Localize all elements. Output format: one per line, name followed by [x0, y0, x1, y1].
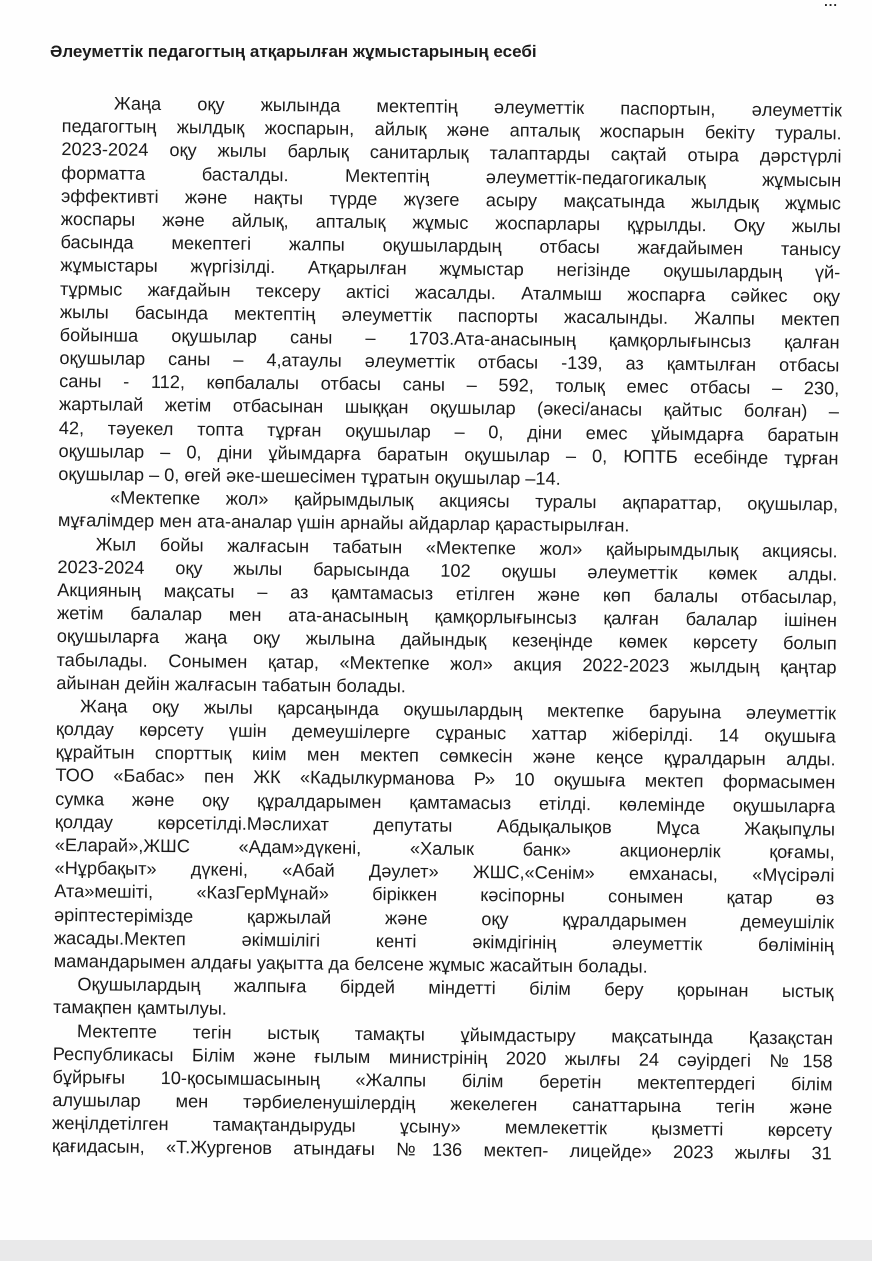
text-line: жұмыстары жүргізілді. Атқарылған жұмыстар негізінде оқушылардың үй-: [60, 255, 841, 283]
text-line: «Нұрбақыт» дүкені, «Абай Дәулет» ЖШС,«Сенім» емханасы, «Мүсірәлі: [54, 858, 835, 886]
text-line: Акцияның мақсаты – аз қамтамасыз етілген және көп балалы отбасылар,: [57, 579, 838, 608]
text-line: «Еларай»,ЖШС «Адам»дүкені, «Халык банк» акционерлік қоғамы,: [54, 834, 835, 863]
text-line: айынан дейін жалғасын табатын болады.: [56, 672, 407, 697]
text-line: Оқушылардың жалпыға бірдей міндетті білім беру қорынан ыстық: [77, 974, 834, 1002]
text-line: жеңілдетілген тамақтандыруды ұсыну» мемлекеттік қызметті көрсету: [52, 1113, 833, 1141]
text-line: форматта басталды. Мектептің әлеуметтік-педагогикалық жұмысын: [61, 162, 842, 191]
text-line: саны - 112, көпбалалы отбасы саны – 592, толық емес отбасы – 230,: [59, 371, 840, 399]
text-line: оқушыларға жаңа оқу жылына дайындық кезеңінде көмек көрсету болып: [56, 626, 837, 654]
page-bottom-edge: [0, 1240, 872, 1261]
text-line: Жаңа оқу жылы қарсаңында оқушылардың мектепке баруына әлеуметтік: [80, 696, 837, 724]
text-line: оқушылар – 0, діни ұйымдарға баратын оқушылар – 0, ЮПТБ есебінде тұрған: [58, 440, 839, 469]
text-line: мұғалімдер мен ата-аналар үшін арнайы айдарлар қарастырылған.: [57, 510, 630, 536]
text-line: 42, тәуекел топта тұрған оқушылар – 0, діни емес ұйымдарға баратын: [58, 417, 839, 446]
text-line: тұрмыс жағдайын тексеру актісі жасалды. Аталмыш жоспарға сәйкес оқу: [60, 278, 841, 306]
text-line: басында мекептегі жалпы оқушылардың отбасы жағдайымен танысу: [60, 232, 841, 260]
text-line: сумка және оқу құралдарымен қамтамасыз етілді. көлемінде оқушыларға: [55, 788, 836, 817]
text-line: қолдау көрсету үшін демеушілерге сұраныс хаттар жіберілді. 14 оқушыға: [55, 719, 836, 747]
text-line: мамандарымен алдағы уақытта да белсене жұмыс жасайтын болады.: [53, 950, 648, 977]
text-line: «Мектепке жол» қайрымдылық акциясы туралы ақпараттар, оқушылар,: [110, 487, 839, 515]
page-header-mark: ...: [824, 0, 838, 9]
text-line: бойынша оқушылар саны – 1703.Ата-анасының қамқорлығынсыз қалған: [59, 324, 840, 353]
text-line: қолдау көрсетілді.Мәслихат депутаты Абдықалықов Мұса Жақыпұлы: [54, 811, 836, 840]
text-line: жылы басында мектептің әлеуметтік паспорты жасалынды. Жалпы мектеп: [59, 301, 840, 330]
text-line: Жыл бойы жалғасын табатын «Мектепке жол» қайырымдылық акциясы.: [95, 533, 838, 562]
text-line: бұйрығы 10-қосымшасының «Жалпы білім беретін мектептердегі білім: [52, 1066, 833, 1095]
report-body: [52, 92, 842, 1166]
text-line: жасады.Мектеп әкімшілігі кенті әкімдігінің әлеуметтік бөлімінің: [53, 927, 834, 956]
text-line: қағидасын, «Т.Жургенов атындағы №136 мектеп- лицейде» 2023 жылғы 31: [51, 1136, 832, 1164]
text-line: алушылар мен тәрбиеленушілердің жекелеген санаттарына тегін және: [52, 1090, 833, 1118]
text-line: 2023-2024 оқу жылы барысында 102 оқушы әлеуметтік көмек алды.: [57, 556, 838, 585]
text-line: оқушылар – 0, өгей әке-шешесімен тұратын оқушылар –14.: [58, 463, 561, 489]
text-line: әріптестерімізде қаржылай және оқу құралдарымен демеушілік: [54, 904, 835, 933]
text-line: жартылай жетім отбасынан шыққан оқушылар (әкесі/анасы қайтыс болған) –: [58, 394, 840, 422]
text-line: Мектепте тегін ыстық тамақты ұйымдастыру мақсатында Қазақстан: [76, 1020, 834, 1048]
text-line: Республикасы Білім және ғылым министрінің 2020 жылғы 24 сәуірдегі №158: [52, 1043, 833, 1072]
document-title: Әлеуметтік педагогтың атқарылған жұмыстарының есебі: [50, 42, 537, 61]
text-line: ТОО «Бабас» пен ЖК «Кадылкурманова Р» 10 оқушыға мектеп формасымен: [55, 765, 836, 793]
text-line: Ата»мешіті, «КазГерМұнай» біріккен кәсіпорны сонымен қатар өз: [54, 881, 835, 909]
text-line: педагогтың жылдық жоспарын, айлық және апталық жоспарын бекіту туралы.: [61, 116, 842, 144]
text-line: эффективті және нақты түрде жүзеге асыру мақсатында жылдық жұмыс: [60, 185, 842, 214]
text-line: жетім балалар мен ата-анасының қамқорлығынсыз қалған балалар ішінен: [56, 603, 838, 631]
text-line: тамақпен қамтылуы.: [53, 997, 227, 1019]
text-line: 2023-2024 оқу жылы барлық санитарлық талаптарды сақтай отыра дәрстүрлі: [61, 139, 842, 167]
text-line: Жаңа оқу жылында мектептің әлеуметтік паспортын, әлеуметтік: [113, 93, 842, 121]
text-line: жоспары және айлық, апталық жұмыс жоспарлары құрылды. Оқу жылы: [60, 208, 841, 237]
text-line: оқушылар саны – 4,атаулы әлеуметтік отбасы -139, аз қамтылған отбасы: [59, 348, 840, 376]
text-line: құрайтын спорттық киім мен мектеп сөмкесін және кеңсе құралдарын алды.: [55, 742, 836, 770]
text-line: табылады. Сонымен қатар, «Мектепке жол» акция 2022-2023 жылдың қаңтар: [56, 649, 837, 677]
